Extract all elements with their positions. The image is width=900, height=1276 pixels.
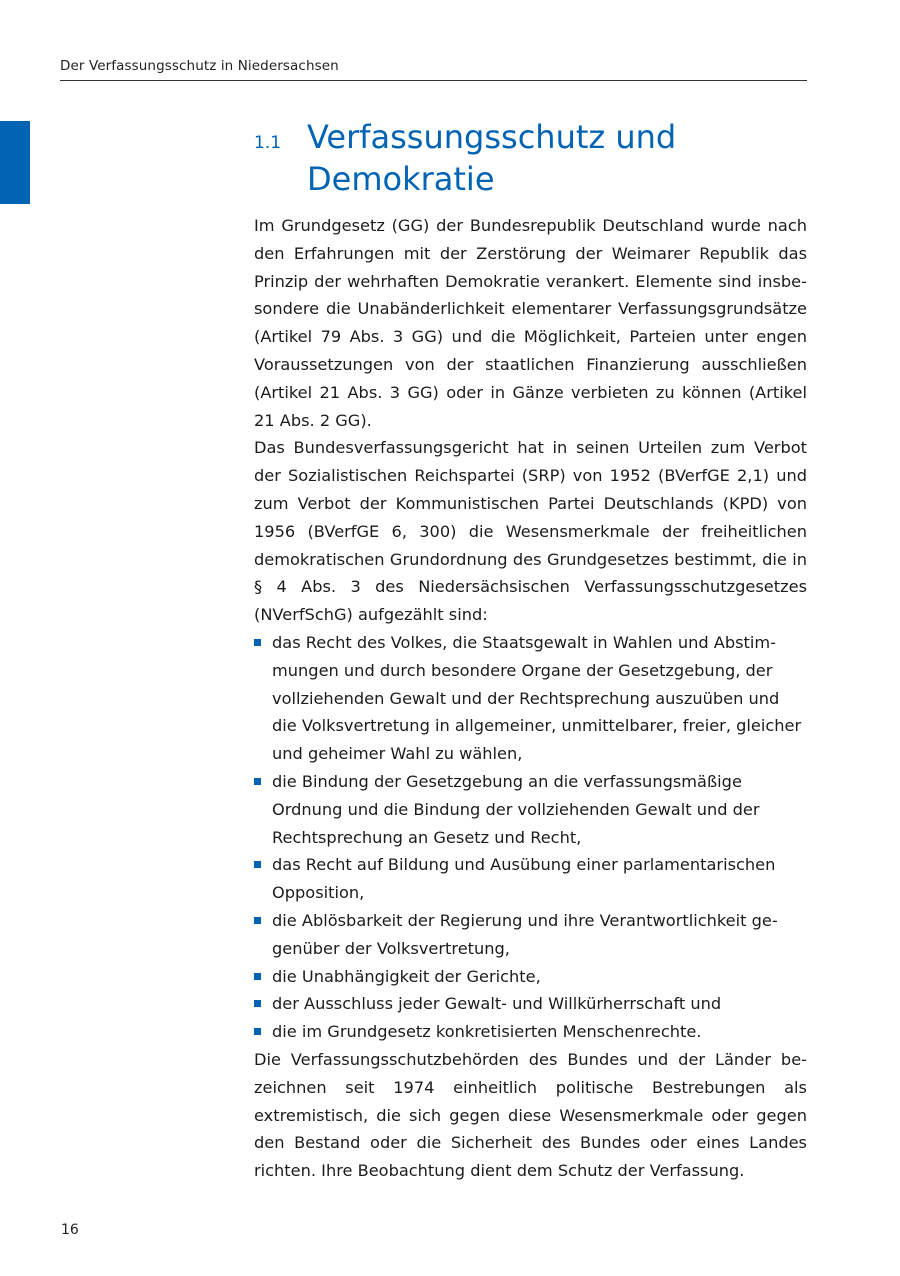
body-content <box>254 212 807 1185</box>
paragraph-extremismus: Die Verfassungsschutzbehörden des Bundes und der Länder bezeichnen seit 1974 einheitlich politische Bestrebungen als extremistisch, die sich gegen diese Wesensmerkmale oder gegen den Bestand oder die Sicherheit des Bundes oder eines Landes richten. Ihre Beobachtung dient dem Schutz der Verfassung. <box>254 1049 807 1181</box>
header-rule <box>60 80 807 81</box>
square-bullet-icon <box>254 917 261 924</box>
paragraph-grundgesetz: Im Grundgesetz (GG) der Bundesrepublik Deutschland wurde nach den Erfahrungen mit der Zerstörung der Weimarer Republik das Prinzip der wehrhaften Demokratie verankert. Elemente sind insbesondere die Unabänderlichkeit elementarer Verfassungsgrundsätze (Artikel 79 Abs. 3 GG) und die Möglichkeit, Parteien unter engen Voraussetzungen von der staatlichen Finanzierung ausschließen (Artikel 21 Abs. 3 GG) oder in Gänze verbieten zu können (Artikel 21 Abs. 2 GG). <box>254 216 807 430</box>
chapter-side-tab <box>0 121 30 204</box>
section-title-line-2: Demokratie <box>307 160 495 198</box>
fdgo-principles-list <box>254 629 807 1046</box>
section-title-line-1: Verfassungsschutz und <box>307 118 677 156</box>
running-header: Der Verfassungsschutz in Niedersachsen <box>60 58 339 74</box>
square-bullet-icon <box>254 1000 261 1007</box>
list-item-text: das Recht des Volkes, die Staatsgewalt in Wahlen und Abstimmungen und durch besondere Organe der Gesetzgebung, der vollziehenden Gewalt und der Rechtsprechung auszuüben und die Volksvertretung in allgemeiner, unmittelbarer, freier, gleicher und geheimer Wahl zu wählen, <box>272 632 802 764</box>
list-item-text: die Bindung der Gesetzgebung an die verfassungsmäßige Ordnung und die Bindung der vollziehenden Gewalt und der Rechtsprechung an Gesetz und Recht, <box>272 771 760 847</box>
list-item-text: der Ausschluss jeder Gewalt- und Willkürherrschaft und <box>272 994 722 1014</box>
list-item-text: die Unabhängigkeit der Gerichte, <box>272 966 541 986</box>
list-item <box>254 629 807 768</box>
list-item <box>254 768 807 851</box>
list-item <box>254 990 807 1018</box>
square-bullet-icon <box>254 861 261 868</box>
list-item-text: das Recht auf Bildung und Ausübung einer parlamentarischen Opposition, <box>272 855 776 903</box>
list-item <box>254 851 807 907</box>
section-title <box>307 116 676 200</box>
list-item <box>254 1018 807 1046</box>
list-item <box>254 907 807 963</box>
section-number: 1.1 <box>254 133 282 153</box>
list-item <box>254 963 807 991</box>
square-bullet-icon <box>254 1028 261 1035</box>
square-bullet-icon <box>254 778 261 785</box>
paragraph-bundesverfassungsgericht: Das Bundesverfassungsgericht hat in seinen Urteilen zum Verbot der Sozialistischen Reichspartei (SRP) von 1952 (BVerfGE 2,1) und zum Verbot der Kommunistischen Partei Deutschlands (KPD) von 1956 (BVerfGE 6, 300) die Wesensmerkmale der freiheitlichen demokratischen Grundordnung des Grundgesetzes bestimmt, die in § 4 Abs. 3 des Niedersächsischen Verfassungsschutzgesetzes (NVerfSchG) aufgezählt sind: <box>254 438 807 625</box>
page-number: 16 <box>61 1222 79 1238</box>
square-bullet-icon <box>254 639 261 646</box>
list-item-text: die Ablösbarkeit der Regierung und ihre Verantwortlichkeit gegenüber der Volksvertretung, <box>272 910 778 958</box>
list-item-text: die im Grundgesetz konkretisierten Menschenrechte. <box>272 1022 702 1042</box>
square-bullet-icon <box>254 973 261 980</box>
